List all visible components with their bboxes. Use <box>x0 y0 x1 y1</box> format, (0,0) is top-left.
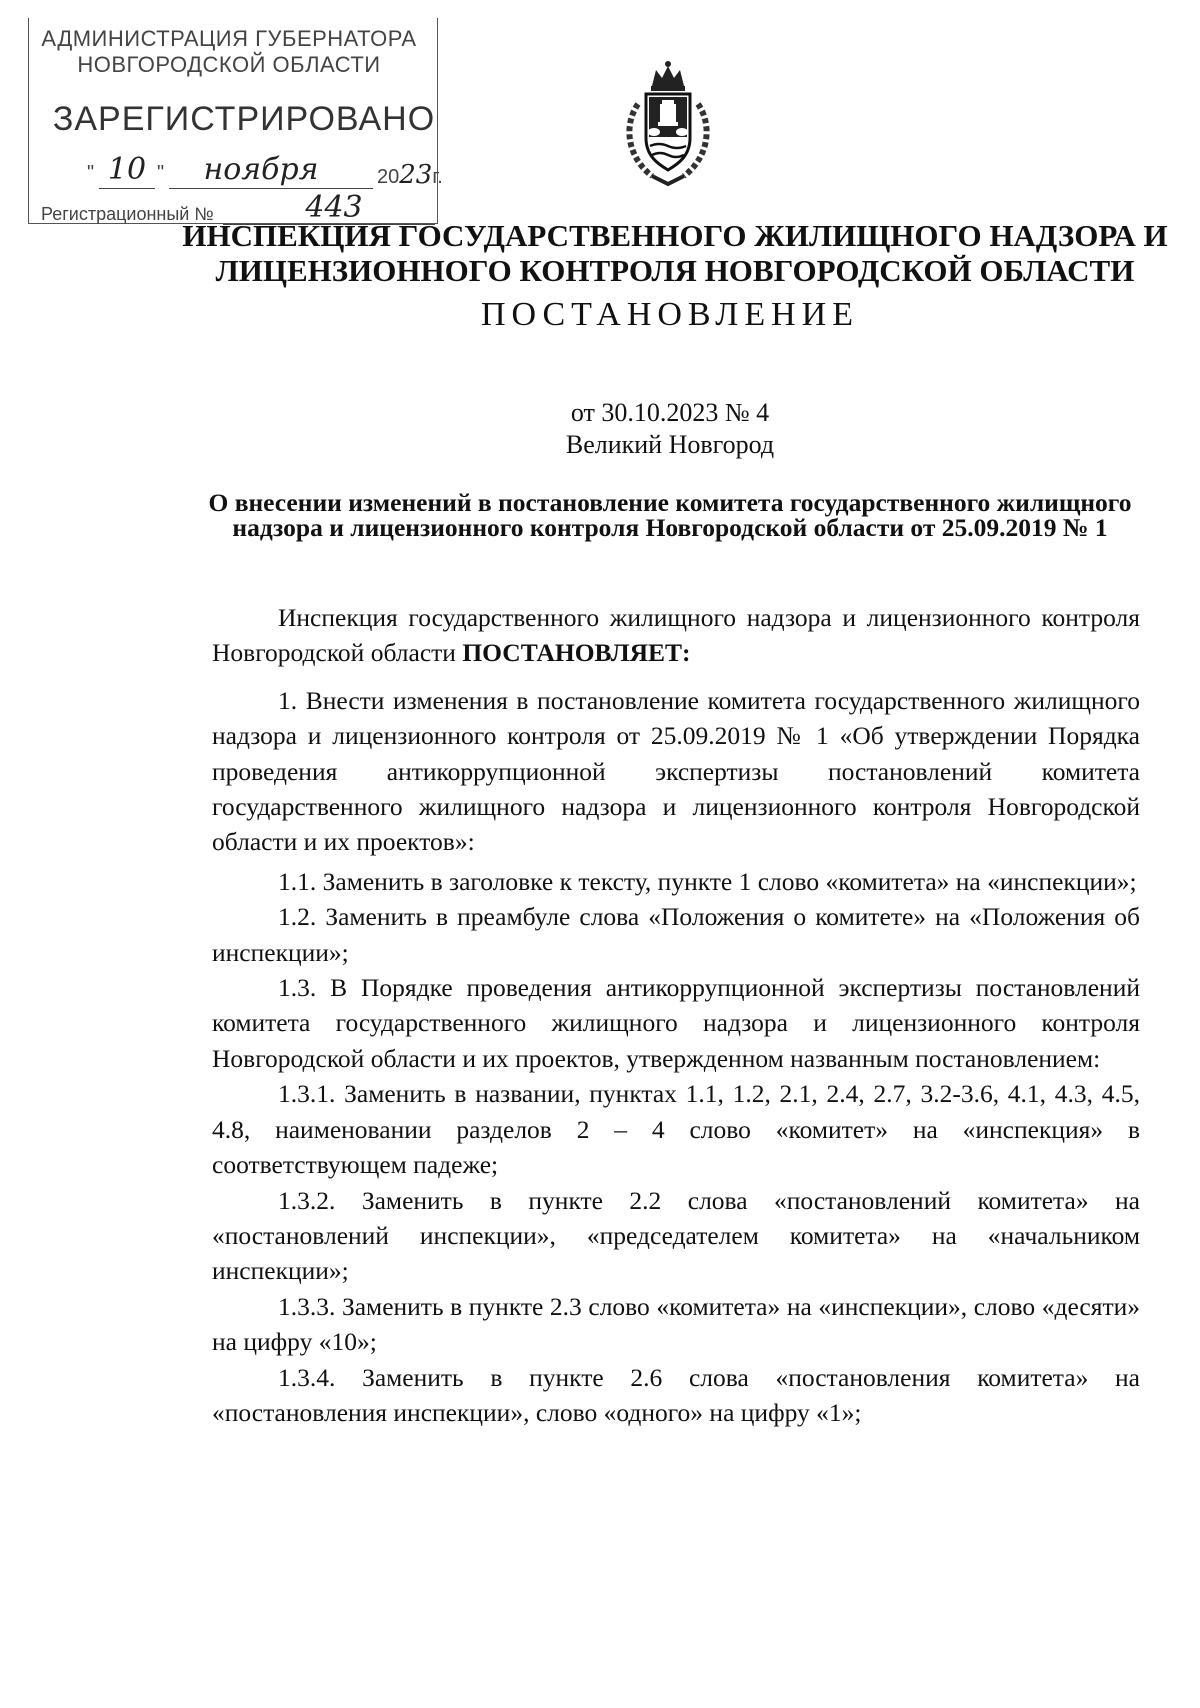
document-type: ПОСТАНОВЛЕНИЕ <box>480 296 860 333</box>
paragraph-1-1: 1.1. Заменить в заголовке к тексту, пункте 1 слово «комитета» на «инспекции»; <box>278 866 1137 896</box>
stamp-registered-label: ЗАРЕГИСТРИРОВАНО <box>52 100 436 138</box>
coat-of-arms-icon <box>618 60 718 188</box>
stamp-day-handwritten: 10 <box>107 152 147 187</box>
stamp-day-underline <box>99 188 155 189</box>
paragraph-1-2: 1.2. Заменить в преамбуле слова «Положения о комитете» на «Положения об инспекции»; <box>212 902 1140 967</box>
document-body <box>212 600 1140 1430</box>
stamp-date <box>87 152 447 196</box>
stamp-year-handwritten: 23 <box>399 160 433 190</box>
preamble-text: Инспекция государственного жилищного надзора и лицензионного контроля Новгородской области <box>212 603 1140 668</box>
paragraph-1-3-3: 1.3.3. Заменить в пункте 2.3 слово «комитета» на «инспекции», слово «десяти» на цифру «10»; <box>212 1291 1140 1357</box>
stamp-reg-number-handwritten: 443 <box>305 190 363 225</box>
registration-stamp <box>28 18 443 225</box>
stamp-authority-line2: НОВГОРОДСКОЙ ОБЛАСТИ <box>77 52 381 77</box>
paragraph-1-3-1: 1.3.1. Заменить в названии, пунктах 1.1, 1.2, 2.1, 2.4, 2.7, 3.2-3.6, 4.1, 4.3, 4.5, 4.8, наименовании разделов 2 – 4 слово «комитет» на «инспекция» в соответствующем падеже; <box>212 1079 1140 1180</box>
stamp-quote-open: " <box>87 162 95 184</box>
resolves-keyword: ПОСТАНОВЛЯЕТ: <box>462 638 691 668</box>
stamp-reg-number-label: Регистрационный № <box>41 204 214 224</box>
paragraph-1-3: 1.3. В Порядке проведения антикоррупционной экспертизы постановлений комитета государственного жилищного надзора и лицензионного контроля Новгородской области и их проектов, утвержденном названным постановлением: <box>212 973 1140 1073</box>
stamp-quote-close: " <box>157 162 165 184</box>
stamp-year-prefix: 20 <box>377 166 400 188</box>
stamp-month-handwritten: ноября <box>203 152 319 187</box>
stamp-authority-line1: АДМИНИСТРАЦИЯ ГУБЕРНАТОРА <box>41 26 417 51</box>
stamp-month-underline <box>169 188 373 189</box>
stamp-year-suffix: г. <box>432 166 443 188</box>
document-date-number: от 30.10.2023 № 4 <box>570 398 770 427</box>
paragraph-1-3-4: 1.3.4. Заменить в пункте 2.6 слова «постановления комитета» на «постановления инспекции», слово «одного» на цифру «1»; <box>212 1362 1140 1427</box>
organization-title: ИНСПЕКЦИЯ ГОСУДАРСТВЕННОГО ЖИЛИЩНОГО НАДЗОРА И ЛИЦЕНЗИОННОГО КОНТРОЛЯ НОВГОРОДСКОЙ ОБЛАСТИ <box>182 218 1168 288</box>
paragraph-1: 1. Внести изменения в постановление комитета государственного жилищного надзора и лицензионного контроля от 25.09.2019 № 1 «Об утверждении Порядка проведения антикоррупционной экспертизы постановлений комитета государственного жилищного надзора и лицензионного контроля Новгородской области и их проектов»: <box>212 685 1140 857</box>
paragraph-1-3-2: 1.3.2. Заменить в пункте 2.2 слова «постановлений комитета» на «постановлений инспекции», «председателем комитета» на «начальником инспекции»; <box>212 1185 1140 1286</box>
document-city: Великий Новгород <box>565 430 775 459</box>
preamble-paragraph <box>212 600 1140 671</box>
stamp-year <box>377 160 443 190</box>
document-subject: О внесении изменений в постановление комитета государственного жилищного надзора и лицензионного контроля Новгородской области от 25.09.2019 № 1 <box>208 488 1132 542</box>
